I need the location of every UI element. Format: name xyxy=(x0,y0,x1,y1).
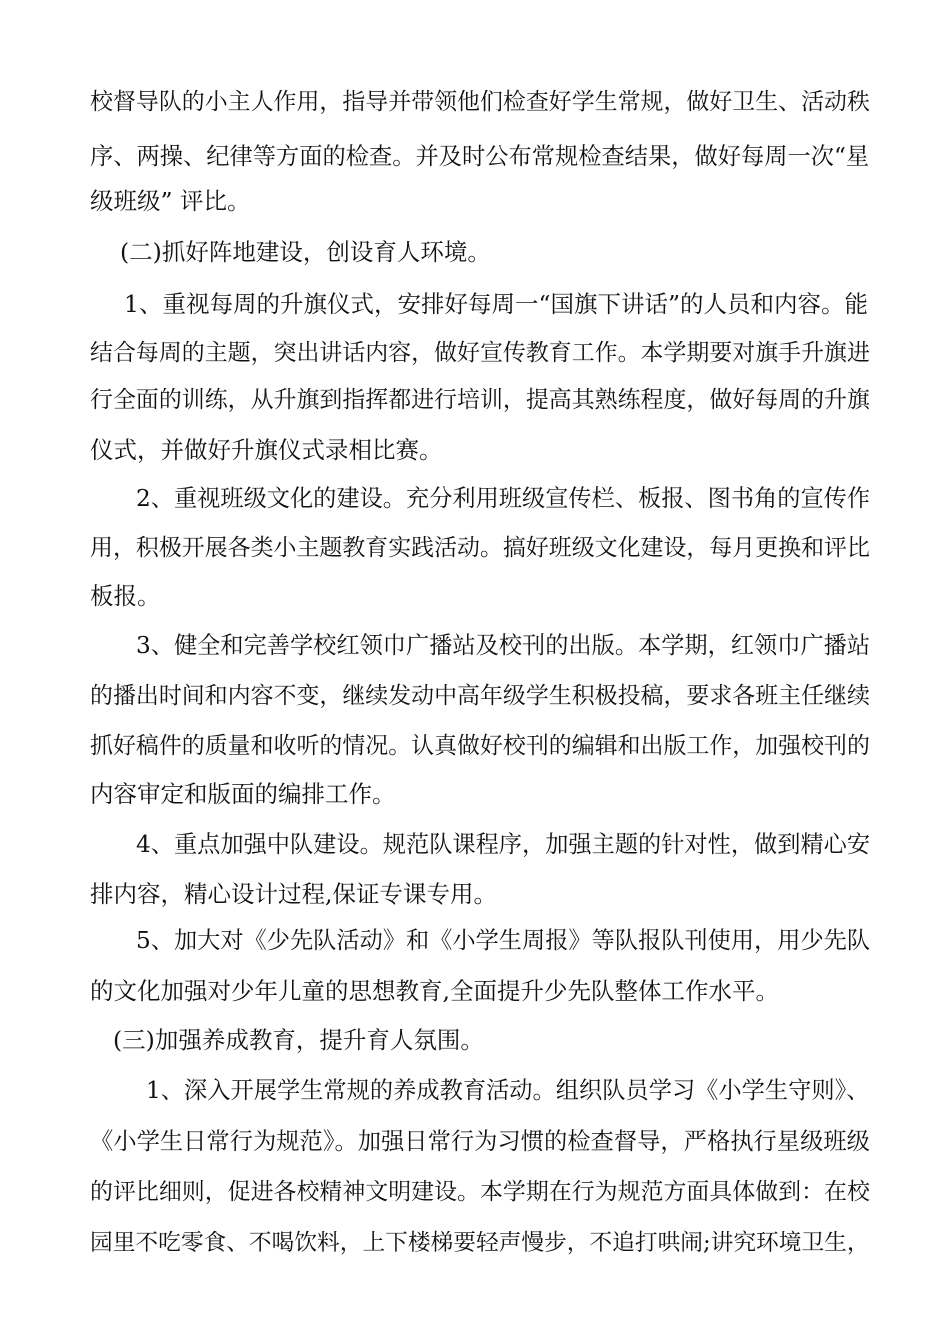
text-line: 内容审定和版面的编排工作。 xyxy=(90,780,396,808)
text-line: 用，积极开展各类小主题教育实践活动。搞好班级文化建设，每月更换和评比 xyxy=(90,535,870,561)
text-line: 4、重点加强中队建设。规范队课程序，加强主题的针对性，做到精心安 xyxy=(136,831,871,858)
text-line: 《小学生日常行为规范》。加强日常行为习惯的检查督导，严格执行星级班级 xyxy=(90,1128,870,1155)
text-line: 园里不吃零食、不喝饮料，上下楼梯要轻声慢步，不追打哄闹;讲究环境卫生， xyxy=(90,1230,870,1256)
section-heading: (三)加强养成教育，提升育人氛围。 xyxy=(113,1026,484,1054)
text-line: 的播出时间和内容不变，继续发动中高年级学生积极投稿，要求各班主任继续 xyxy=(90,683,870,709)
text-line: 序、两操、纪律等方面的检查。并及时公布常规检查结果，做好每周一次“星 xyxy=(90,143,870,170)
text-line: 级班级” 评比。 xyxy=(90,187,251,215)
text-line: 3、健全和完善学校红领巾广播站及校刊的出版。本学期，红领巾广播站 xyxy=(136,632,871,659)
text-line: 行全面的训练，从升旗到指挥都进行培训，提高其熟练程度，做好每周的升旗 xyxy=(90,387,870,413)
text-line: 1、重视每周的升旗仪式，安排好每周一“国旗下讲话”的人员和内容。能 xyxy=(124,290,868,318)
text-line: 校督导队的小主人作用，指导并带领他们检查好学生常规，做好卫生、活动秩 xyxy=(90,89,870,115)
text-line: 排内容，精心设计过程,保证专课专用。 xyxy=(90,880,497,908)
text-line: 抓好稿件的质量和收听的情况。认真做好校刊的编辑和出版工作，加强校刊的 xyxy=(90,733,870,759)
text-line: 仪式，并做好升旗仪式录相比赛。 xyxy=(90,436,443,464)
text-line: 2、重视班级文化的建设。充分利用班级宣传栏、板报、图书角的宣传作 xyxy=(136,485,871,512)
section-heading: (二)抓好阵地建设，创设育人环境。 xyxy=(120,238,491,266)
text-line: 板报。 xyxy=(90,582,161,610)
text-line: 结合每周的主题，突出讲话内容，做好宣传教育工作。本学期要对旗手升旗进 xyxy=(90,340,870,366)
text-line: 的文化加强对少年儿童的思想教育,全面提升少先队整体工作水平。 xyxy=(90,977,779,1005)
text-line: 的评比细则，促进各校精神文明建设。本学期在行为规范方面具体做到：在校 xyxy=(90,1179,870,1205)
text-line: 1、深入开展学生常规的养成教育活动。组织队员学习《小学生守则》、 xyxy=(146,1077,870,1104)
text-line: 5、加大对《少先队活动》和《小学生周报》等队报队刊使用，用少先队 xyxy=(136,927,871,954)
